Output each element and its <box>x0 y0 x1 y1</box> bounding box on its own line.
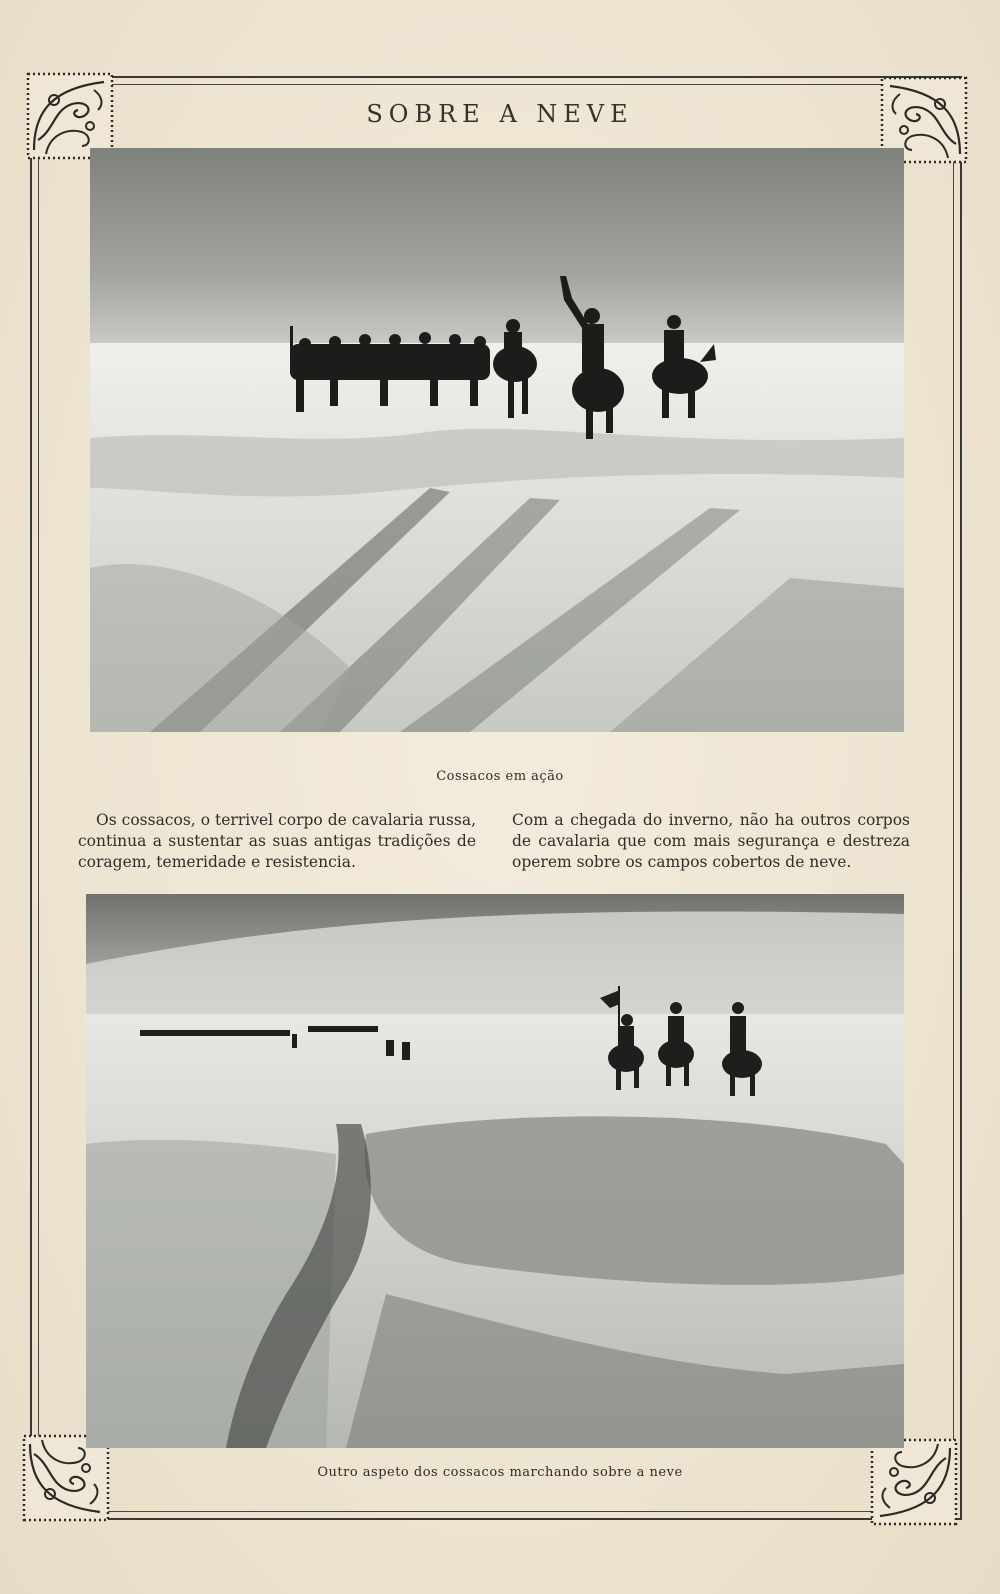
page-title: SOBRE A NEVE <box>366 100 634 128</box>
photo-caption: Outro aspeto dos cossacos marchando sobre a neve <box>317 1465 683 1480</box>
photo-cossacks-marching <box>86 894 904 1448</box>
article-column-right: Com a chegada do inverno, não ha outros corpos de cavalaria que com mais segurança e destreza operem sobre os campos cobertos de neve. <box>512 811 910 871</box>
ornament-corner-icon <box>868 1436 960 1528</box>
photo-cossacks-charging <box>90 148 904 732</box>
photo-caption: Cossacos em ação <box>436 769 564 784</box>
article-column-left: Os cossacos, o terrivel corpo de cavalaria russa, continua a sustentar as suas antigas tradições de coragem, temeridade e resistencia. <box>78 811 476 871</box>
